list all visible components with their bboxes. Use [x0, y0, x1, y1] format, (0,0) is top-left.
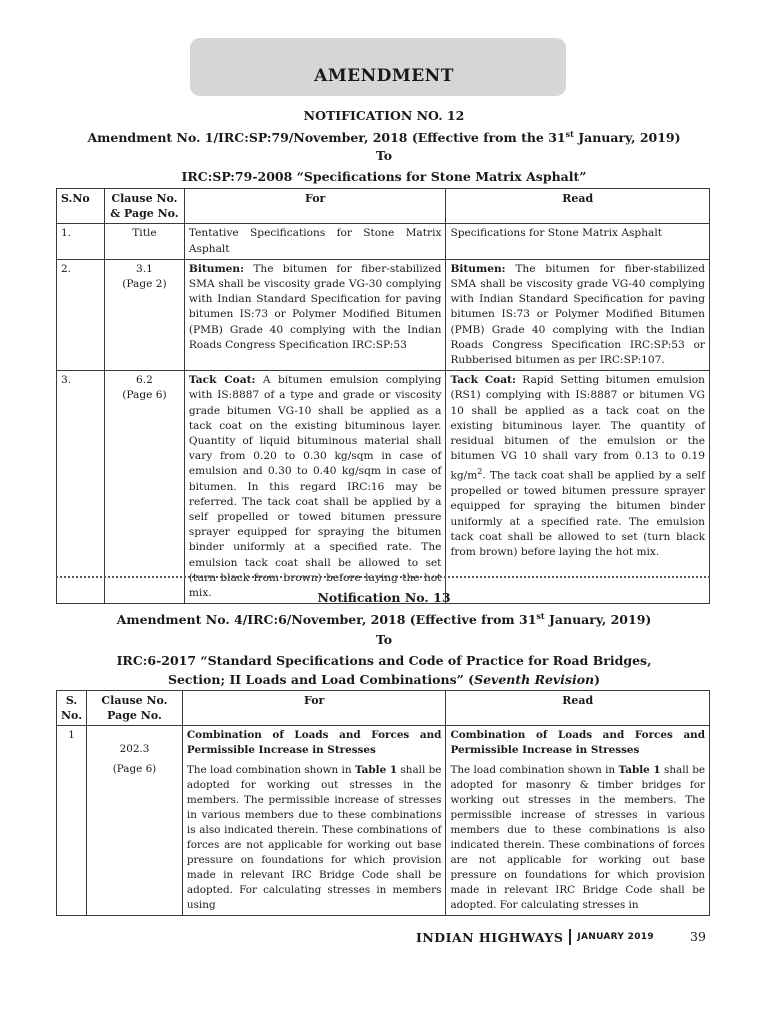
read-body: The load combination shown in Table 1 shall be adopted for masonry & timber bridges for working out stresses in the members. The permissible increase of stresses in various members due to these combinations is also indicated therein. These combinations of forces are not applicable for working out base pressure on foundations for which provision made in relevant IRC Bridge Code shall be adopted. For calculating stresses in [450, 764, 706, 911]
col-header-sno: S. No. [57, 691, 87, 726]
cell-read: Bitumen: The bitumen for fiber-stabilized SMA shall be viscosity grade VG-40 complying with Indian Standard Specification for paving bitumen IS:73 or Polymer Modified Bitumen (PMB) Grade 40 complying with the Indian Roads Congress Specification IRC:SP:53 or Rubberised bitumen as per IRC:SP:107. [446, 259, 710, 370]
notification-12-heading: NOTIFICATION NO. 12 [303, 108, 465, 123]
cell-read: Specifications for Stone Matrix Asphalt [446, 224, 710, 259]
col-header-read: Read [446, 691, 710, 726]
notification-13-amendment: Amendment No. 4/IRC:6/November, 2018 (Effective from 31st January, 2019) [116, 611, 652, 628]
page-number: 39 [690, 929, 706, 944]
notification-13-target-line2: Section; II Loads and Load Combinations” (Seventh Revision) [167, 672, 601, 687]
notification-13-target-line1: IRC:6-2017 “Standard Specifications and Code of Practice for Road Bridges, [116, 653, 652, 668]
notification-12-target: IRC:SP:79-2008 “Specifications for Stone Matrix Asphalt” [181, 169, 587, 184]
footer-masthead [416, 929, 654, 945]
table-row [57, 726, 710, 916]
col-header-for: For [182, 691, 446, 726]
col-header-clause: Clause No. & Page No. [104, 189, 184, 224]
cell-read [446, 726, 710, 916]
notification-13-to: To [375, 632, 393, 647]
cell-sno: 2. [57, 259, 105, 370]
cell-sno: 1. [57, 224, 105, 259]
cell-clause: Title [104, 224, 184, 259]
table-header-row [57, 691, 710, 726]
cell-for: Bitumen: The bitumen for fiber-stabilized SMA shall be viscosity grade VG-30 complying with Indian Standard Specification for paving bitumen IS:73 or Polymer Modified Bitumen (PMB) Grade 40 complying with the Indian Roads Congress Specification IRC:SP:53 [184, 259, 446, 370]
table-header-row [57, 189, 710, 224]
col-header-read: Read [446, 189, 710, 224]
table-row [57, 371, 710, 604]
read-heading: Combination of Loads and Forces and Permissible Increase in Stresses [450, 729, 705, 756]
notification-12-table [56, 188, 710, 604]
cell-clause: 6.2 (Page 6) [104, 371, 184, 604]
cell-for: Tentative Specifications for Stone Matrix Asphalt [184, 224, 446, 259]
col-header-sno: S.No [57, 189, 105, 224]
col-header-for: For [184, 189, 446, 224]
notification-12-to: To [375, 148, 393, 163]
col-header-clause: Clause No. Page No. [87, 691, 183, 726]
for-heading: Combination of Loads and Forces and Permissible Increase in Stresses [186, 729, 442, 756]
footer-separator [569, 929, 571, 945]
cell-for: Tack Coat: A bitumen emulsion complying with IS:8887 of a type and grade or viscosity grade bitumen VG-10 shall be applied as a tack coat on the existing bituminous layer. Quantity of liquid bituminous material shall vary from 0.20 to 0.30 kg/sqm in case of emulsion and 0.30 to 0.40 kg/sqm in case of bitumen. In this regard IRC:16 may be referred. The tack coat shall be applied by a self propelled or towed bitumen pressure sprayer equipped for spraying the bitumen binder uniformly at a specified rate. The emulsion tack coat shall be allowed to set (turn black from brown) before laying the hot mix. [184, 371, 446, 604]
table-row [57, 224, 710, 259]
issue-date: JANUARY 2019 [577, 932, 654, 942]
magazine-name: INDIAN HIGHWAYS [416, 929, 564, 945]
for-body: The load combination shown in Table 1 shall be adopted for working out stresses in the members. The permissible increase of stresses in various members due to these combinations is also indicated therein. These combinations of forces are not applicable for working out base pressure on foundations for which provision made in relevant IRC Bridge Code shall be adopted. For calculating stresses in members using [186, 764, 442, 911]
cell-read: Tack Coat: Rapid Setting bitumen emulsion (RS1) complying with IS:8887 or bitumen VG 10 shall be applied as a tack coat on the existing bituminous layer. The quantity of residual bitumen of the emulsion or the bitumen VG 10 shall vary from 0.13 to 0.19 $kg/m^2$. The tack coat shall be applied by a self propelled or towed bitumen pressure sprayer equipped for spraying the bitumen binder uniformly at a specified rate. The emulsion tack coat shall be allowed to set (turn black from brown) before laying the hot mix. [446, 371, 710, 604]
cell-clause: 3.1 (Page 2) [104, 259, 184, 370]
page-title: AMENDMENT [314, 66, 454, 86]
notification-13-table [56, 690, 710, 916]
cell-clause: 202.3 (Page 6) [87, 726, 183, 916]
notification-13-heading: Notification No. 13 [317, 590, 451, 605]
cell-for [182, 726, 446, 916]
section-divider [56, 576, 710, 578]
notification-12-amendment: Amendment No. 1/IRC:SP:79/November, 2018 (Effective from the 31st January, 2019) [87, 129, 681, 146]
table-row [57, 259, 710, 370]
cell-sno: 3. [57, 371, 105, 604]
cell-sno: 1 [57, 726, 87, 916]
